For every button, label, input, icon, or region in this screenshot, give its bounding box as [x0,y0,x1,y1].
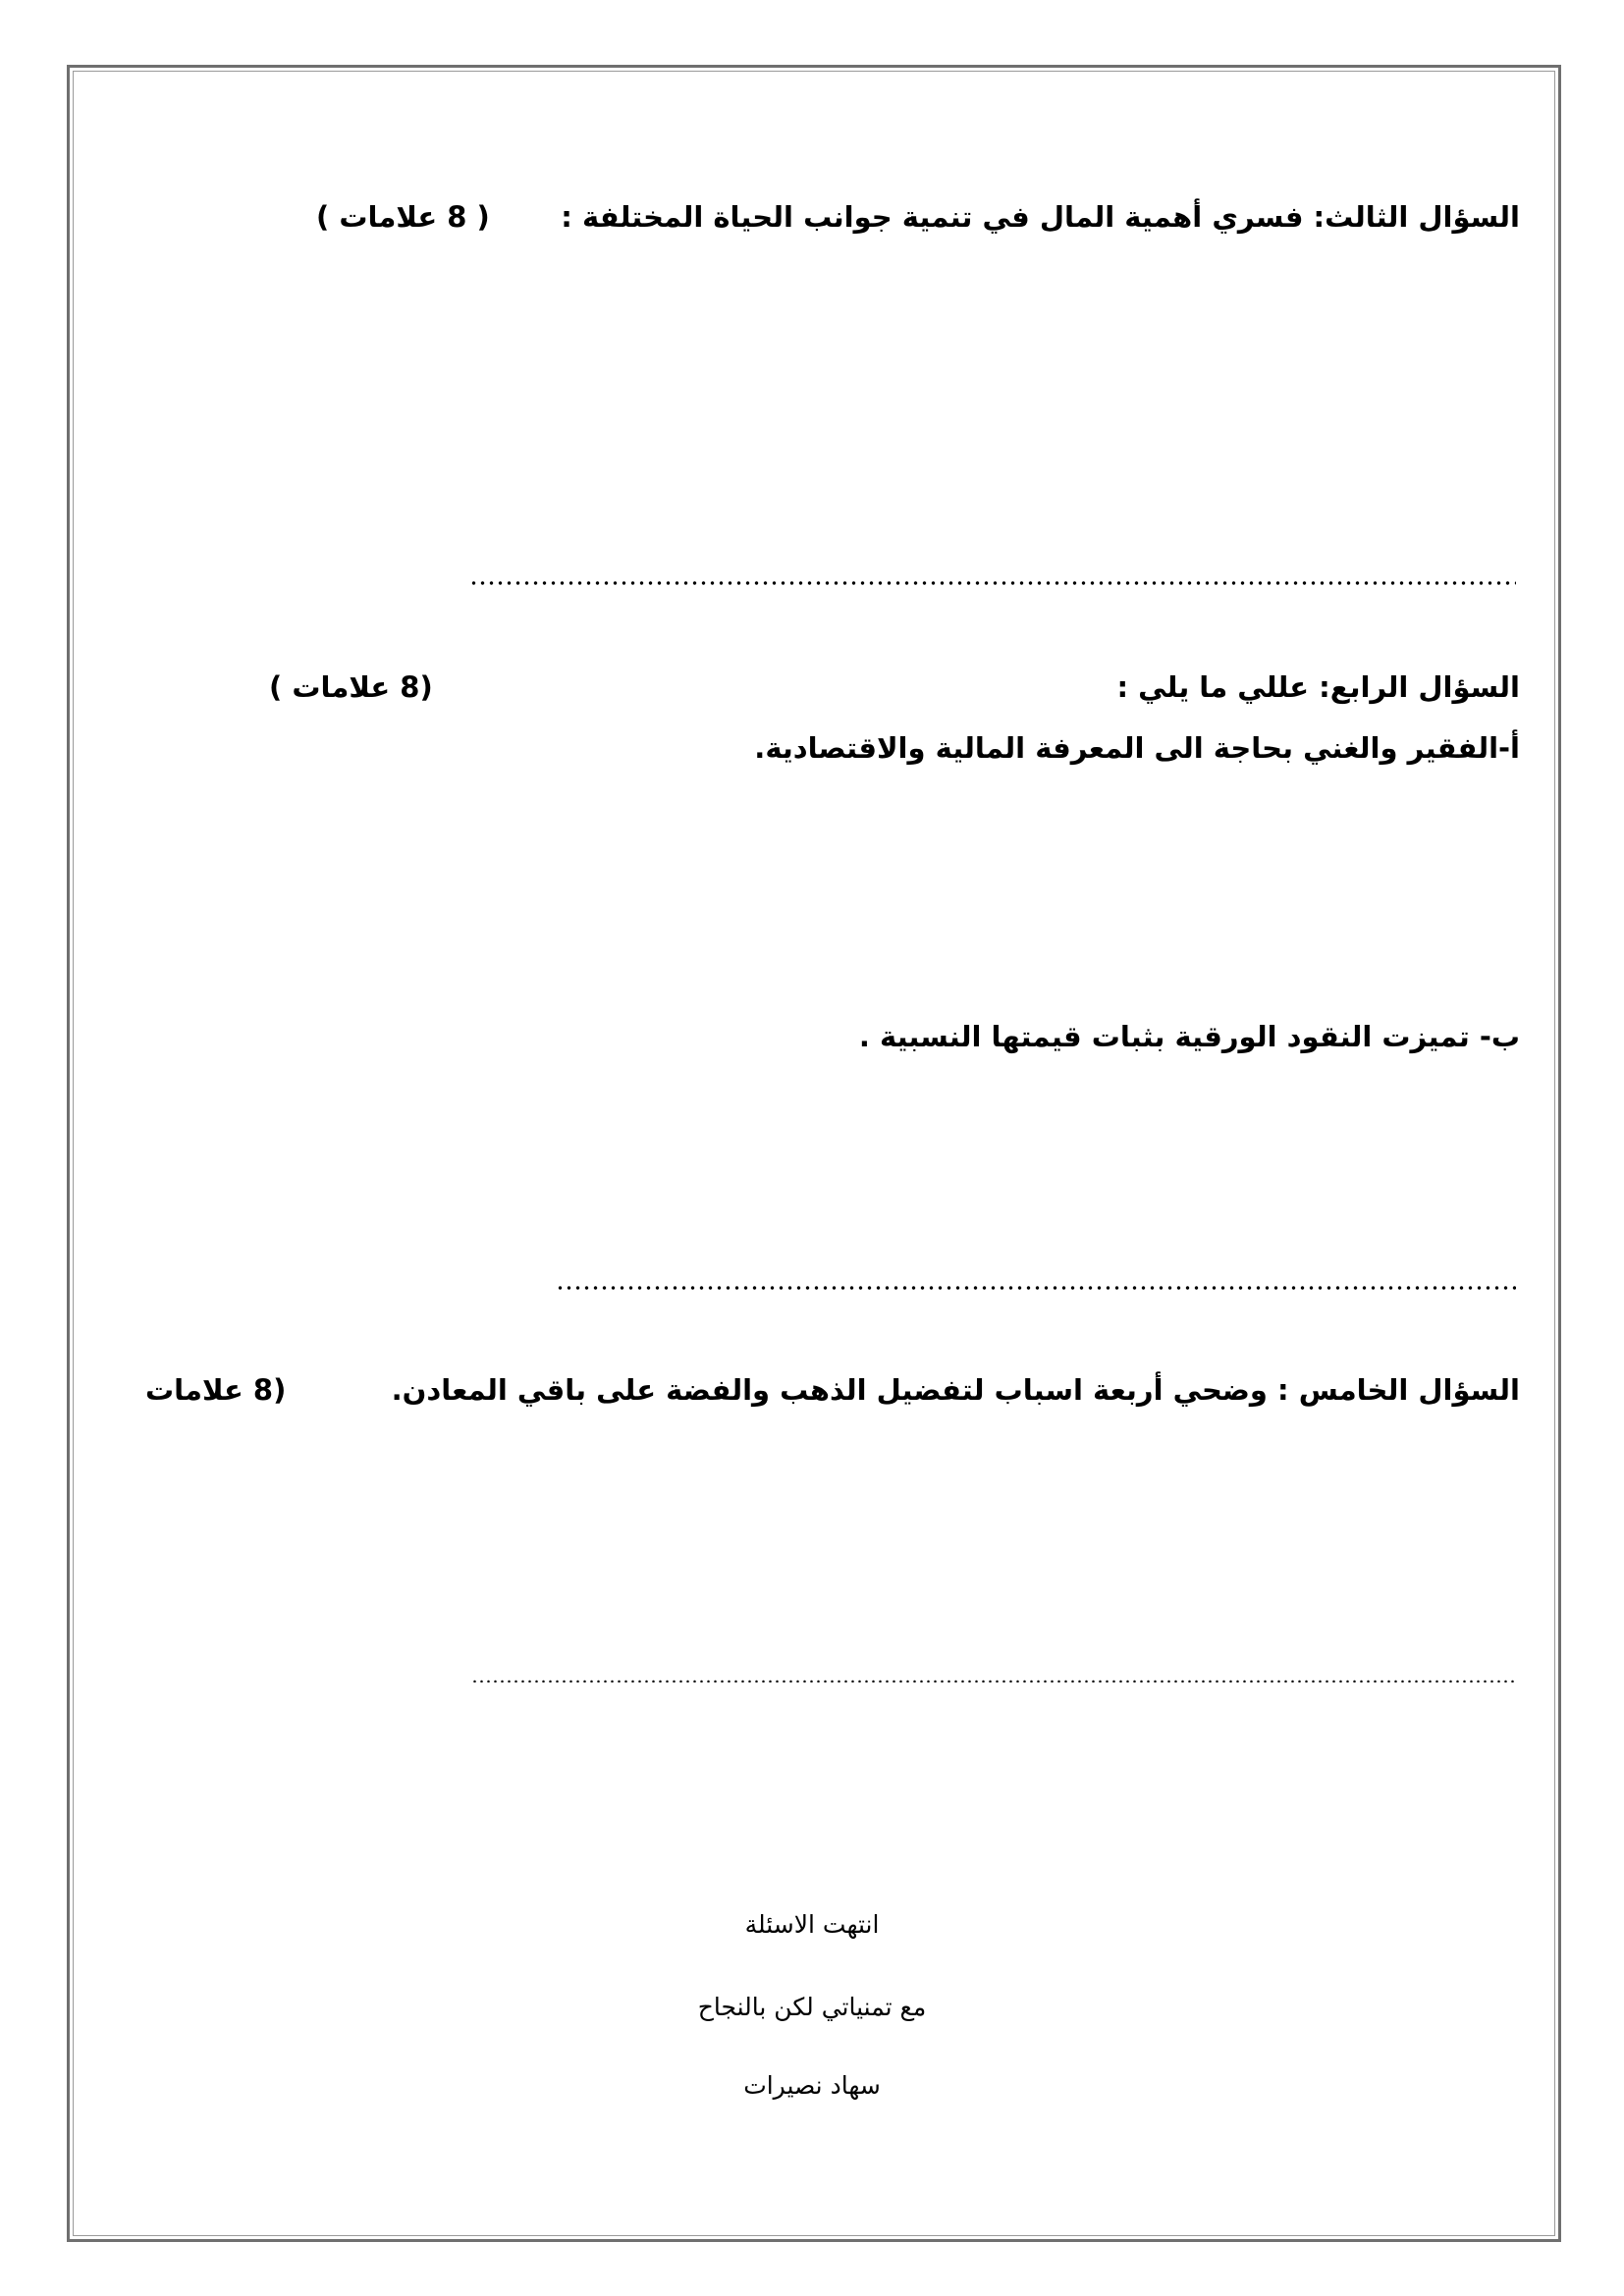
answer-line-q4 [556,1286,1516,1290]
teacher-name: سهاد نصيرات [743,2071,881,2100]
question-4-text: السؤال الرابع: عللي ما يلي : [1116,670,1520,704]
question-5-marks: (8 علامات [145,1373,287,1407]
wishes-line: مع تمنياتي لكن بالنجاح [697,1993,927,2021]
question-3-text: السؤال الثالث: فسري أهمية المال في تنمية جوانب الحياة المختلفة : [561,200,1520,234]
question-5-text: السؤال الخامس : وضحي أربعة اسباب لتفضيل الذهب والفضة على باقي المعادن. [391,1373,1520,1407]
answer-line-q3 [469,581,1516,585]
question-4-marks: (8 علامات ) [269,670,433,704]
end-of-questions: انتهت الاسئلة [744,1910,880,1939]
question-4-part-b: ب- تميزت النقود الورقية بثبات قيمتها النسبية . [858,1020,1520,1053]
question-3-marks: ( 8 علامات ) [316,200,490,234]
question-4-part-a: أ-الفقير والغني بحاجة الى المعرفة المالية والاقتصادية. [754,731,1520,765]
answer-line-q5 [471,1680,1516,1682]
